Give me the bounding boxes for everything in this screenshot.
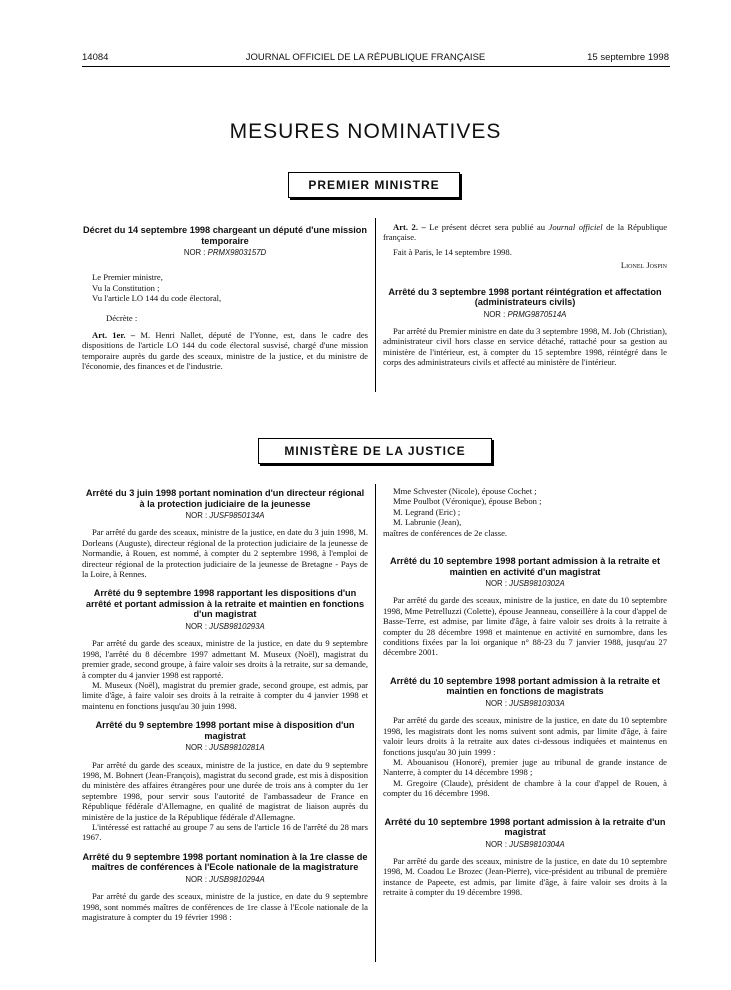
article-title: Arrêté du 9 septembre 1998 rapportant les dispositions d'un arrêté et portant admission à la retraite et maintien en fonctions d'un magistrat xyxy=(85,588,365,620)
arrete-entry xyxy=(383,556,667,658)
nor-reference: NOR : JUSB9810294A xyxy=(185,874,265,884)
fait-a: Fait à Paris, le 14 septembre 1998. xyxy=(393,246,512,257)
article-1: Art. 1er. – M. Henri Nallet, député de l'Yonne, est, dans le cadre des dispositions de l'article LO 144 du code électoral susvisé, chargé d'une mission temporaire auprès du garde des sceaux, ministre de la justice, et du ministre de l'économie, des finances et de l'industrie. xyxy=(82,330,368,372)
nominee-line: M. Labrunie (Jean), xyxy=(393,517,462,528)
decret-continued xyxy=(383,222,667,368)
article-title: Arrêté du 10 septembre 1998 portant admission à la retraite et maintien en activité d'un magistrat xyxy=(389,556,661,577)
column-rule xyxy=(375,484,376,962)
article-paragraph: Par arrêté du garde des sceaux, ministre de la justice, en date du 9 septembre 1998, l'arrêté du 8 décembre 1997 admettant M. Museux (Noël), magistrat du premier grade, second groupe, à faire valoir ses droits à la retraite, sur sa demande, à compter du 4 janvier 1998 est rapporté. xyxy=(82,638,368,680)
nominee-line: Mme Schvester (Nicole), épouse Cochet ; xyxy=(393,486,537,496)
arrete-entry xyxy=(82,488,368,579)
article-title: Arrêté du 9 septembre 1998 portant mise à disposition d'un magistrat xyxy=(95,720,355,741)
article-paragraph: M. Museux (Noël), magistrat du premier grade, second groupe, est admis, par limite d'âge, à faire valoir ses droits à la retraite à compter du 4 janvier 1998 et maintenu en fonctions jusqu'au 30 juin 1998. xyxy=(82,679,368,711)
nor-reference: NOR : JUSB9810303A xyxy=(485,698,565,708)
arrete-entry xyxy=(383,817,667,898)
signature: Lionel Jospin xyxy=(620,260,667,271)
arrete-entry xyxy=(82,588,368,711)
section-ministere-justice: MINISTÈRE DE LA JUSTICE xyxy=(258,438,492,464)
decret-block xyxy=(82,225,368,372)
article-title: Arrêté du 3 juin 1998 portant nomination d'un directeur régional à la protection judiciaire de la jeunesse xyxy=(85,488,365,509)
column-rule xyxy=(375,218,376,392)
journal-name: JOURNAL OFFICIEL DE LA RÉPUBLIQUE FRANÇAISE xyxy=(245,52,486,63)
issue-date: 15 septembre 1998 xyxy=(587,52,669,63)
page-number: 14084 xyxy=(82,52,109,63)
article-title: Arrêté du 3 septembre 1998 portant réintégration et affectation (administrateurs civils) xyxy=(388,286,662,308)
article-paragraph: Par arrêté du garde des sceaux, ministre de la justice, en date du 10 septembre 1998, M. Coadou Le Brozec (Jean-Pierre), vice-président au tribunal de première instance de Papeete, est admis, par limite d'âge, à faire valoir ses droits à la retraite à compter du 19 décembre 1998. xyxy=(383,855,667,898)
arrete-entry xyxy=(82,852,368,923)
article-paragraph: M. Abouanisou (Honoré), premier juge au tribunal de grande instance de Nanterre, à compter du 14 décembre 1998 ; xyxy=(383,756,667,778)
nor-reference: NOR : JUSB9810304A xyxy=(485,839,565,849)
decrete: Décrète : xyxy=(106,312,138,323)
article-paragraph: M. Gregoire (Claude), président de chambre à la cour d'appel de Rouen, à compter du 16 décembre 1998. xyxy=(383,777,667,799)
header-rule xyxy=(82,66,670,67)
article-title: Décret du 14 septembre 1998 chargeant un député d'une mission temporaire xyxy=(82,225,368,246)
arrete-entry xyxy=(82,720,368,843)
nominee-line: Mme Poulbot (Véronique), épouse Bebon ; xyxy=(393,496,542,507)
article-paragraph: L'intéressé est rattaché au groupe 7 au sens de l'article 16 de l'arrêté du 28 mars 1967. xyxy=(82,822,368,843)
preamble-line: Vu la Constitution ; xyxy=(92,282,160,293)
nominee-line: maîtres de conférences de 2e classe. xyxy=(383,527,508,538)
nor-reference: NOR : JUSB9810302A xyxy=(485,579,565,589)
nor-reference: NOR : PRMX9803157D xyxy=(183,248,267,257)
article-paragraph: Par arrêté du garde des sceaux, ministre de la justice, en date du 10 septembre 1998, Mme Petrelluzzi (Colette), épouse Jeanneau, conseillère à la cour d'appel de Basse-Terre, est admise, par limite d'âge, à faire valoir ses droits à la retraite à compter du 28 décembre 1998 et maintenue en activité en surnombre, dans les conditions fixées par la loi organique n° 88-23 du 7 janvier 1988, jusqu'au 27 décembre 2001. xyxy=(383,595,667,658)
article-title: Arrêté du 9 septembre 1998 portant nomination à la 1re classe de maîtres de conférences à l'Ecole nationale de la magistrature xyxy=(82,851,368,873)
page-title: MESURES NOMINATIVES xyxy=(229,120,502,143)
nor-reference: NOR : JUSB9810281A xyxy=(185,743,265,753)
nor-reference: NOR : JUSB9810293A xyxy=(185,621,265,631)
arrete-entry xyxy=(383,676,667,799)
preamble-line: Le Premier ministre, xyxy=(92,272,163,283)
article-title: Arrêté du 10 septembre 1998 portant admission à la retraite et maintien en fonctions de magistrats xyxy=(389,675,661,697)
justice-left-column xyxy=(82,488,368,922)
article-paragraph: Par arrêté du garde des sceaux, ministre de la justice, en date du 9 septembre 1998, sont nommés maîtres de conférences de 1re classe à l'Ecole nationale de la magistrature à compter du 19 février 1998 : xyxy=(82,891,368,923)
nor-reference: NOR : PRMG9870514A xyxy=(483,309,567,319)
arrete-text: Par arrêté du Premier ministre en date du 3 septembre 1998, M. Job (Christian), administrateur civil hors classe en service détaché, rattaché pour sa gestion au ministère de l'intérieur, est, à compter du 15 septembre 1998, réintégré dans le corps des administrateurs civils et affecté au ministère de l'intérieur. xyxy=(383,326,667,368)
article-title: Arrêté du 10 septembre 1998 portant admission à la retraite d'un magistrat xyxy=(384,816,666,838)
justice-right-column xyxy=(383,486,667,898)
section-premier-ministre: PREMIER MINISTRE xyxy=(288,172,460,198)
preamble-line: Vu l'article LO 144 du code électoral, xyxy=(92,293,222,304)
article-2: Art. 2. – Le présent décret sera publié au Journal officiel de la République française. xyxy=(383,222,668,243)
nor-reference: NOR : JUSF9850134A xyxy=(185,511,265,520)
nominee-line: M. Legrand (Eric) ; xyxy=(393,506,461,517)
article-paragraph: Par arrêté du garde des sceaux, ministre de la justice, en date du 3 juin 1998, M. Dorleans (Auguste), directeur régional de la protection judiciaire de la jeunesse de Normandie, à Rouen, est nommé, à compter du 2 septembre 1998, à l'emploi de directeur régional de la protection judiciaire de la jeunesse de Bretagne - Pays de la Loire, à Rennes. xyxy=(82,527,368,580)
article-paragraph: Par arrêté du garde des sceaux, ministre de la justice, en date du 9 septembre 1998, M. Bohnert (Jean-François), magistrat du second grade, est mis à disposition du ministère des affaires étrangères pour une durée de trois ans à compter du 1er septembre 1998, pour servir sous l'autorité de l'ambassadeur de France en République fédérale d'Allemagne, en qualité de magistrat de liaison auprès du ministère de la justice de la République fédérale d'Allemagne. xyxy=(82,759,368,822)
article-paragraph: Par arrêté du garde des sceaux, ministre de la justice, en date du 10 septembre 1998, les magistrats dont les noms suivent sont admis, par limite d'âge, à faire valoir leurs droits à la retraite aux dates ci-dessous indiquées et maintenus en fonctions jusqu'au 30 juin 1999 : xyxy=(383,715,667,757)
